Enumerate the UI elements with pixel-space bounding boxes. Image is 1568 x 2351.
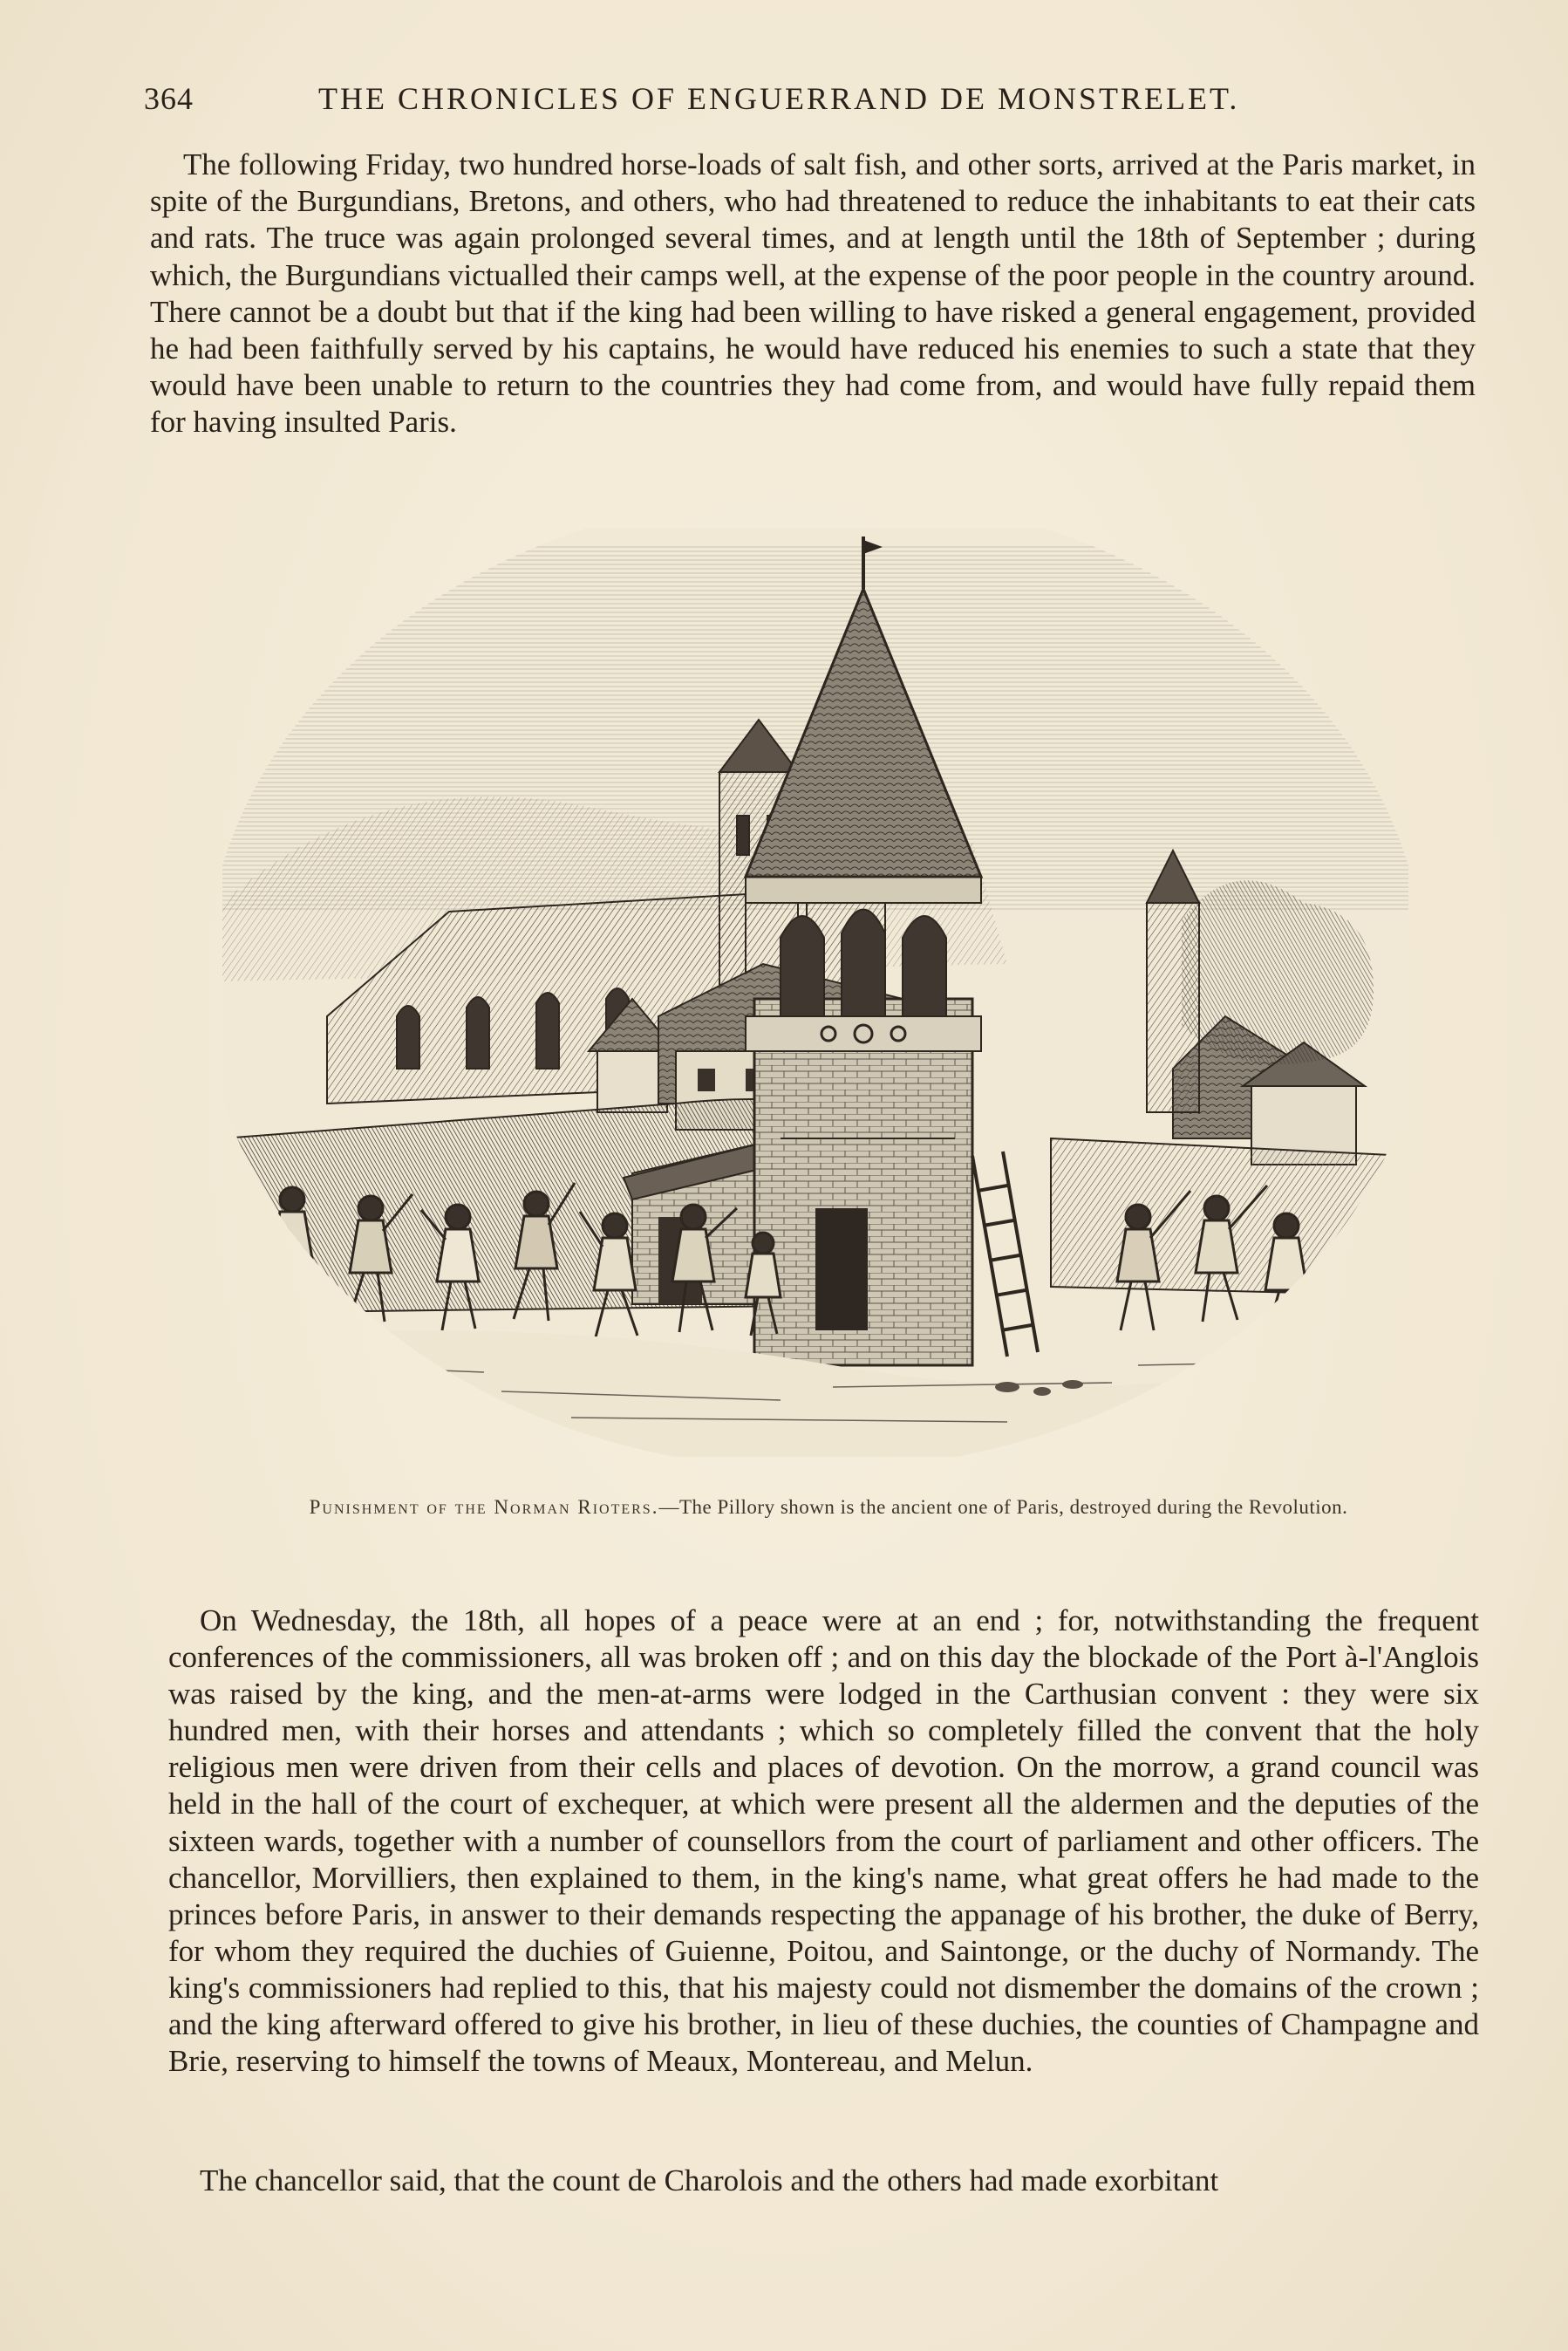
caption-title: Punishment of the Norman Rioters. <box>309 1496 659 1518</box>
paragraph-2: On Wednesday, the 18th, all hopes of a peace were at an end ; for, notwithstanding the frequent conferences of the commissioners, all was broken off ; and on this day the blockade of the Port à-l'Anglois was raised by the king, and the men-at-arms were lodged in the Carthusian convent : they were six hundred men, with their horses and attendants ; which so completely filled the convent that the holy religious men were driven from their cells and places of devotion. On the morrow, a grand council was held in the hall of the court of exchequer, at which were present all the aldermen and the deputies of the sixteen wards, together with a number of counsellors from the court of parliament and other officers. The chancellor, Morvilliers, then explained to them, in the king's name, what great offers he had made to the princes before Paris, in answer to their demands respecting the appanage of his brother, the duke of Berry, for whom they required the duchies of Guienne, Poitou, and Saintonge, or the duchy of Normandy. The king's commissioners had replied to this, that his majesty could not dismember the domains of the crown ; and the king afterward offered to give his brother, in lieu of these duchies, the counties of Champagne and Brie, reserving to himself the towns of Meaux, Montereau, and Melun. <box>168 1603 1479 2079</box>
paragraph-1: The following Friday, two hundred horse-loads of salt fish, and other sorts, arrived at the Paris market, in spite of the Burgundians, Bretons, and others, who had threatened to reduce the inhabitants to eat their cats and rats. The truce was again prolonged several times, and at length until the 18th of September ; during which, the Burgundians victualled their camps well, at the expense of the poor people in the country around. There cannot be a doubt but that if the king had been willing to have risked a general engagement, provided he had been faithfully served by his captains, he would have reduced his enemies to such a state that they would have been unable to return to the countries they had come from, and would have fully repaid them for having insulted Paris. <box>150 147 1476 440</box>
illustration-caption <box>201 1493 1456 1521</box>
caption-text: —The Pillory shown is the ancient one of Paris, destroyed during the Revolution. <box>658 1496 1348 1518</box>
paragraph-3: The chancellor said, that the count de Charolois and the others had made exorbitant <box>200 2163 1219 2197</box>
book-title: THE CHRONICLES OF ENGUERRAND DE MONSTRELET. <box>318 81 1240 116</box>
page-number: 364 <box>144 81 194 116</box>
running-head <box>144 80 1426 124</box>
engraving-illustration <box>222 528 1408 1457</box>
